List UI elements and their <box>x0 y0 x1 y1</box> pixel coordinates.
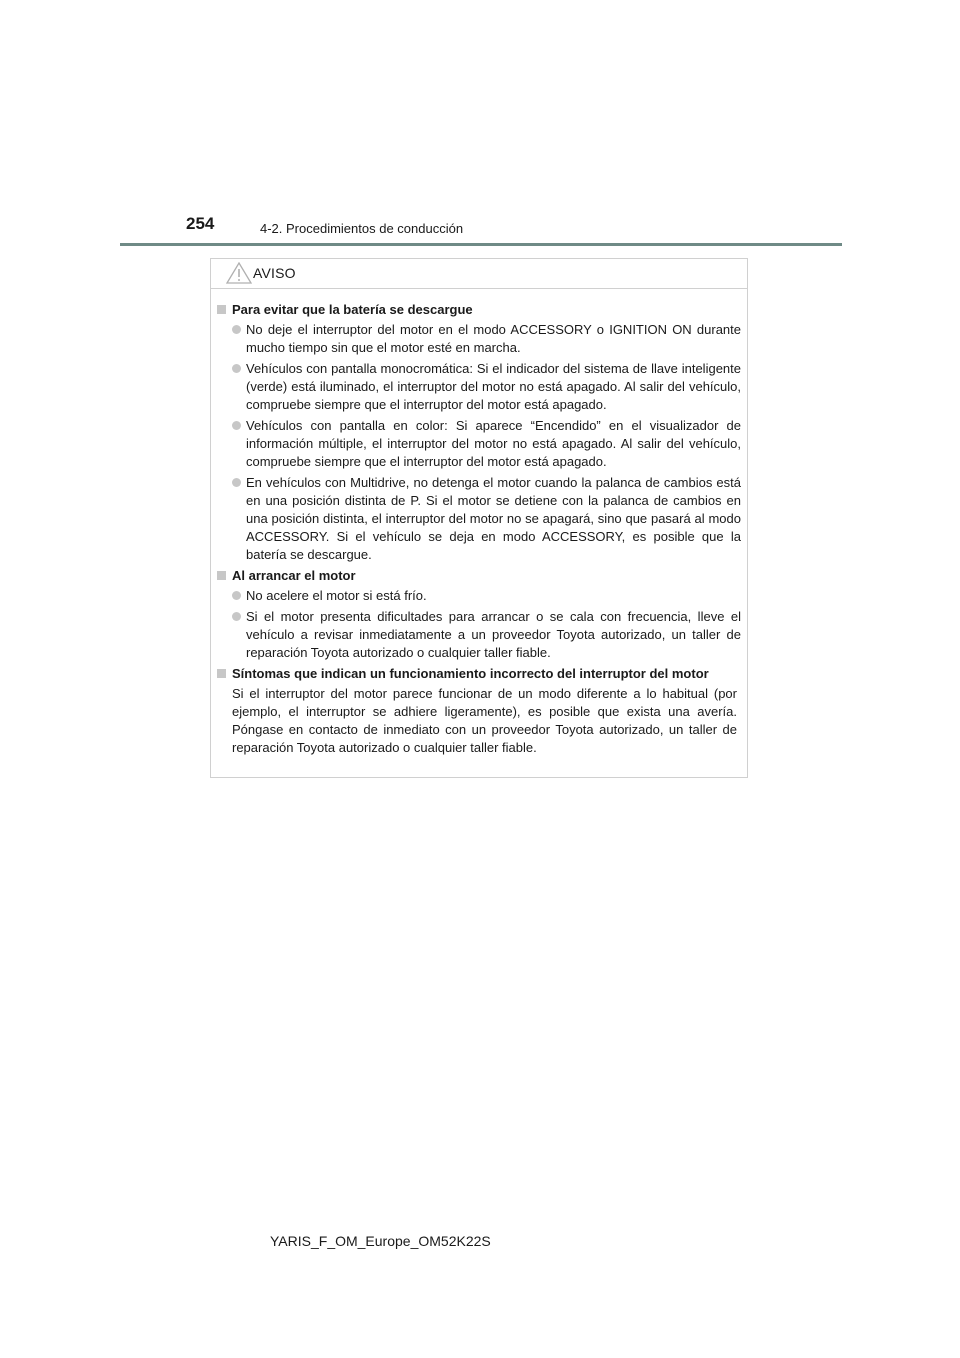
circle-bullet-icon <box>232 364 241 373</box>
topic-heading-text: Para evitar que la batería se descargue <box>232 302 473 317</box>
circle-bullet-icon <box>232 421 241 430</box>
circle-bullet-icon <box>232 591 241 600</box>
square-bullet-icon <box>217 571 226 580</box>
warning-title: AVISO <box>253 265 296 281</box>
section-title: 4-2. Procedimientos de conducción <box>260 221 464 236</box>
list-item <box>232 360 741 414</box>
square-bullet-icon <box>217 305 226 314</box>
topic-paragraph: Si el interruptor del motor parece funcionar de un modo diferente a lo habitual (por ejemplo, el interruptor se adhiere ligeramente), es posible que exista una avería. Póngase en contacto de inmediato con un proveedor Toyota autorizado, un taller de reparación Toyota autorizado o cualquier taller fiable. <box>232 686 737 755</box>
list-item <box>232 608 741 662</box>
circle-bullet-icon <box>232 325 241 334</box>
list-item-text: No deje el interruptor del motor en el modo ACCESSORY o IGNITION ON durante mucho tiempo sin que el motor esté en marcha. <box>246 322 741 355</box>
list-item-text: Vehículos con pantalla en color: Si aparece “Encendido” en el visualizador de información múltiple, el interruptor del motor no está apagado. Al salir del vehículo, compruebe siempre que el interruptor del motor está apagado. <box>246 418 741 469</box>
warning-body <box>211 289 747 757</box>
list-item <box>232 417 741 471</box>
circle-bullet-icon <box>232 612 241 621</box>
header-divider <box>120 243 842 246</box>
list-item-text: No acelere el motor si está frío. <box>246 588 427 603</box>
list-item <box>232 321 741 357</box>
list-item-text: Si el motor presenta dificultades para arrancar o se cala con frecuencia, lleve el vehículo a revisar inmediatamente a un proveedor Toyota autorizado, un taller de reparación Toyota autorizado o cualquier taller fiable. <box>246 609 741 660</box>
document-code: YARIS_F_OM_Europe_OM52K22S <box>270 1233 491 1249</box>
list-item-text: En vehículos con Multidrive, no detenga el motor cuando la palanca de cambios está en una posición distinta de P. Si el motor se detiene con la palanca de cambios en una posición distinta, el interruptor del motor no se apagará, sino que pasará al modo ACCESSORY. Si el vehículo se deja en modo ACCESSORY, es posible que la batería se descargue. <box>246 475 741 562</box>
topic-heading <box>217 567 741 585</box>
topic-heading-text: Al arrancar el motor <box>232 568 356 583</box>
warning-header <box>211 259 747 289</box>
list-item <box>232 474 741 564</box>
list-item <box>232 587 741 605</box>
warning-triangle-icon <box>226 262 252 284</box>
list-item-text: Vehículos con pantalla monocromática: Si el indicador del sistema de llave inteligente (verde) está iluminado, el interruptor del motor no está apagado. Al salir del vehículo, compruebe siempre que el interruptor del motor está apagado. <box>246 361 741 412</box>
topic-heading <box>217 301 741 319</box>
circle-bullet-icon <box>232 478 241 487</box>
topic-heading-text: Síntomas que indican un funcionamiento incorrecto del interruptor del motor <box>232 666 709 681</box>
square-bullet-icon <box>217 669 226 678</box>
warning-box <box>210 258 748 778</box>
topic-heading <box>217 665 741 683</box>
page-number: 254 <box>186 214 215 233</box>
